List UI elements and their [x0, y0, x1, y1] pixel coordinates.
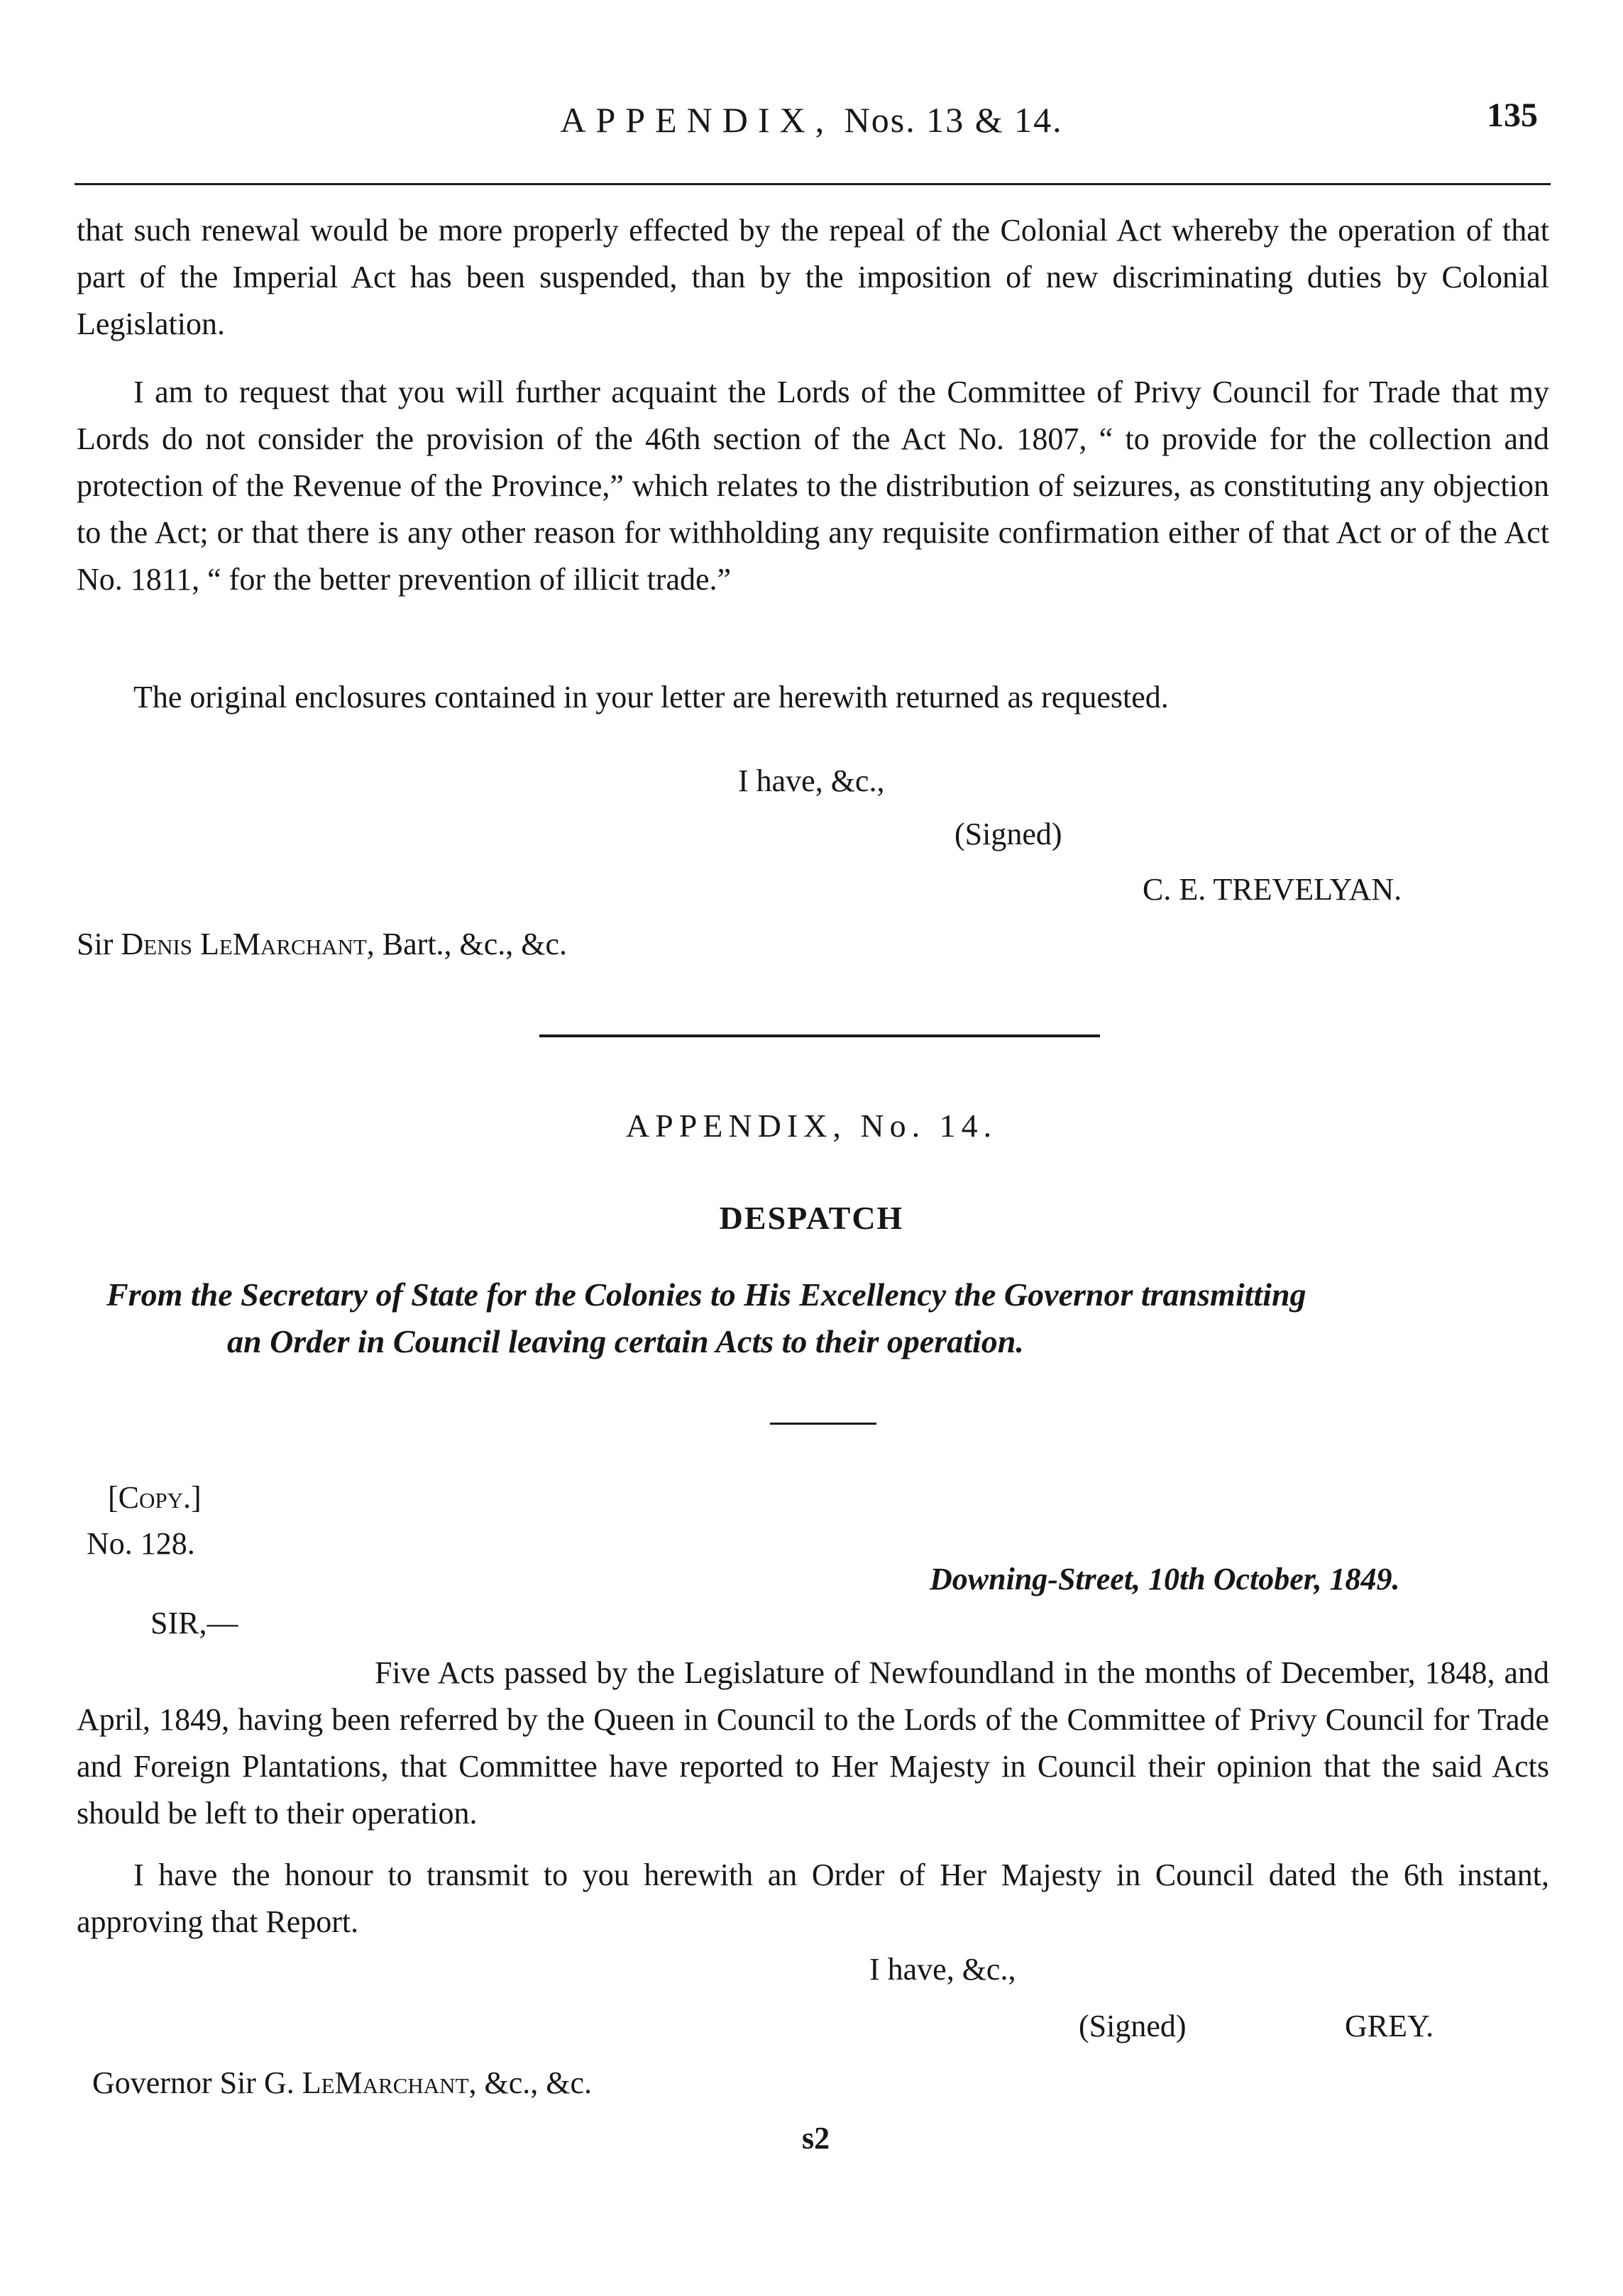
despatch-subtitle [106, 1271, 1519, 1365]
running-header-numbers: Nos. 13 & 14. [844, 100, 1063, 140]
letter1-signed: (Signed) [954, 817, 1062, 851]
page-number: 135 [1487, 96, 1538, 134]
letter1-paragraph-enclosures: The original enclosures contained in your letter are herewith returned as requested. [133, 680, 1169, 714]
letter1-addressee-name: Denis LeMarchant [121, 927, 367, 961]
despatch-salutation: SIR,— [150, 1606, 238, 1640]
despatch-addressee-name: LeMarchant [302, 2065, 469, 2100]
section-divider-rule [539, 1034, 1100, 1037]
subtitle-short-rule [770, 1423, 876, 1425]
despatch-addressee-title: Governor Sir G. [92, 2065, 295, 2100]
running-header [0, 99, 1623, 140]
despatch-addressee [92, 2065, 592, 2101]
printer-signature-mark: s2 [802, 2121, 830, 2156]
letter1-addressee [77, 926, 567, 962]
letter1-paragraph-request: I am to request that you will further acquaint the Lords of the Committee of Privy Council for Trade that my Lords do not consider the provision of the 46th section of the Act No. 1807, “ to provide for the collection and protection of the Revenue of the Province,” which relates to the distribution of seizures, as constituting any objection to the Act; or that there is any other reason for withholding any requisite confirmation either of that Act or of the Act No. 1811, “ for the better prevention of illicit trade.” [77, 375, 1549, 597]
letter1-addressee-title: Sir [77, 927, 114, 961]
despatch-signed: (Signed) [1079, 2009, 1187, 2043]
running-header-appendix: APPENDIX, [560, 100, 835, 140]
despatch-addressee-suffix: , &c., &c. [468, 2065, 593, 2100]
despatch-heading: DESPATCH [719, 1200, 904, 1236]
despatch-subtitle-line2: an Order in Council leaving certain Acts to their operation. [227, 1323, 1024, 1359]
despatch-paragraph-transmit: I have the honour to transmit to you herewith an Order of Her Majesty in Council dated the 6th instant, approving that Report. [77, 1858, 1549, 1939]
despatch-closing: I have, &c., [869, 1952, 1016, 1987]
header-rule [75, 183, 1551, 185]
despatch-subtitle-line1: From the Secretary of State for the Colonies to His Excellency the Governor transmitting [106, 1276, 1306, 1313]
letter1-paragraph-continuation: that such renewal would be more properly effected by the repeal of the Colonial Act whereby the operation of that part of the Imperial Act has been suspended, than by the imposition of new discriminating duties by Colonial Legislation. [77, 213, 1549, 341]
letter1-closing: I have, &c., [738, 763, 885, 798]
despatch-signature: GREY. [1345, 2009, 1434, 2043]
letter1-addressee-suffix: , Bart., &c., &c. [366, 927, 568, 961]
letter1-signature: C. E. TREVELYAN. [1143, 872, 1402, 907]
appendix-14-title: APPENDIX, No. 14. [625, 1108, 998, 1144]
despatch-paragraph-acts: Five Acts passed by the Legislature of Newfoundland in the months of December, 1848, and April, 1849, having been referred by the Queen in Council to the Lords of the Committee of Privy Council for Trade and Foreign Plantations, that Committee have reported to Her Majesty in Council their opinion that the said Acts should be left to their operation. [77, 1655, 1549, 1831]
copy-label-text: [Copy.] [108, 1480, 202, 1515]
despatch-place-date: Downing-Street, 10th October, 1849. [930, 1562, 1400, 1596]
copy-label [108, 1479, 202, 1516]
despatch-number: No. 128. [87, 1526, 195, 1561]
